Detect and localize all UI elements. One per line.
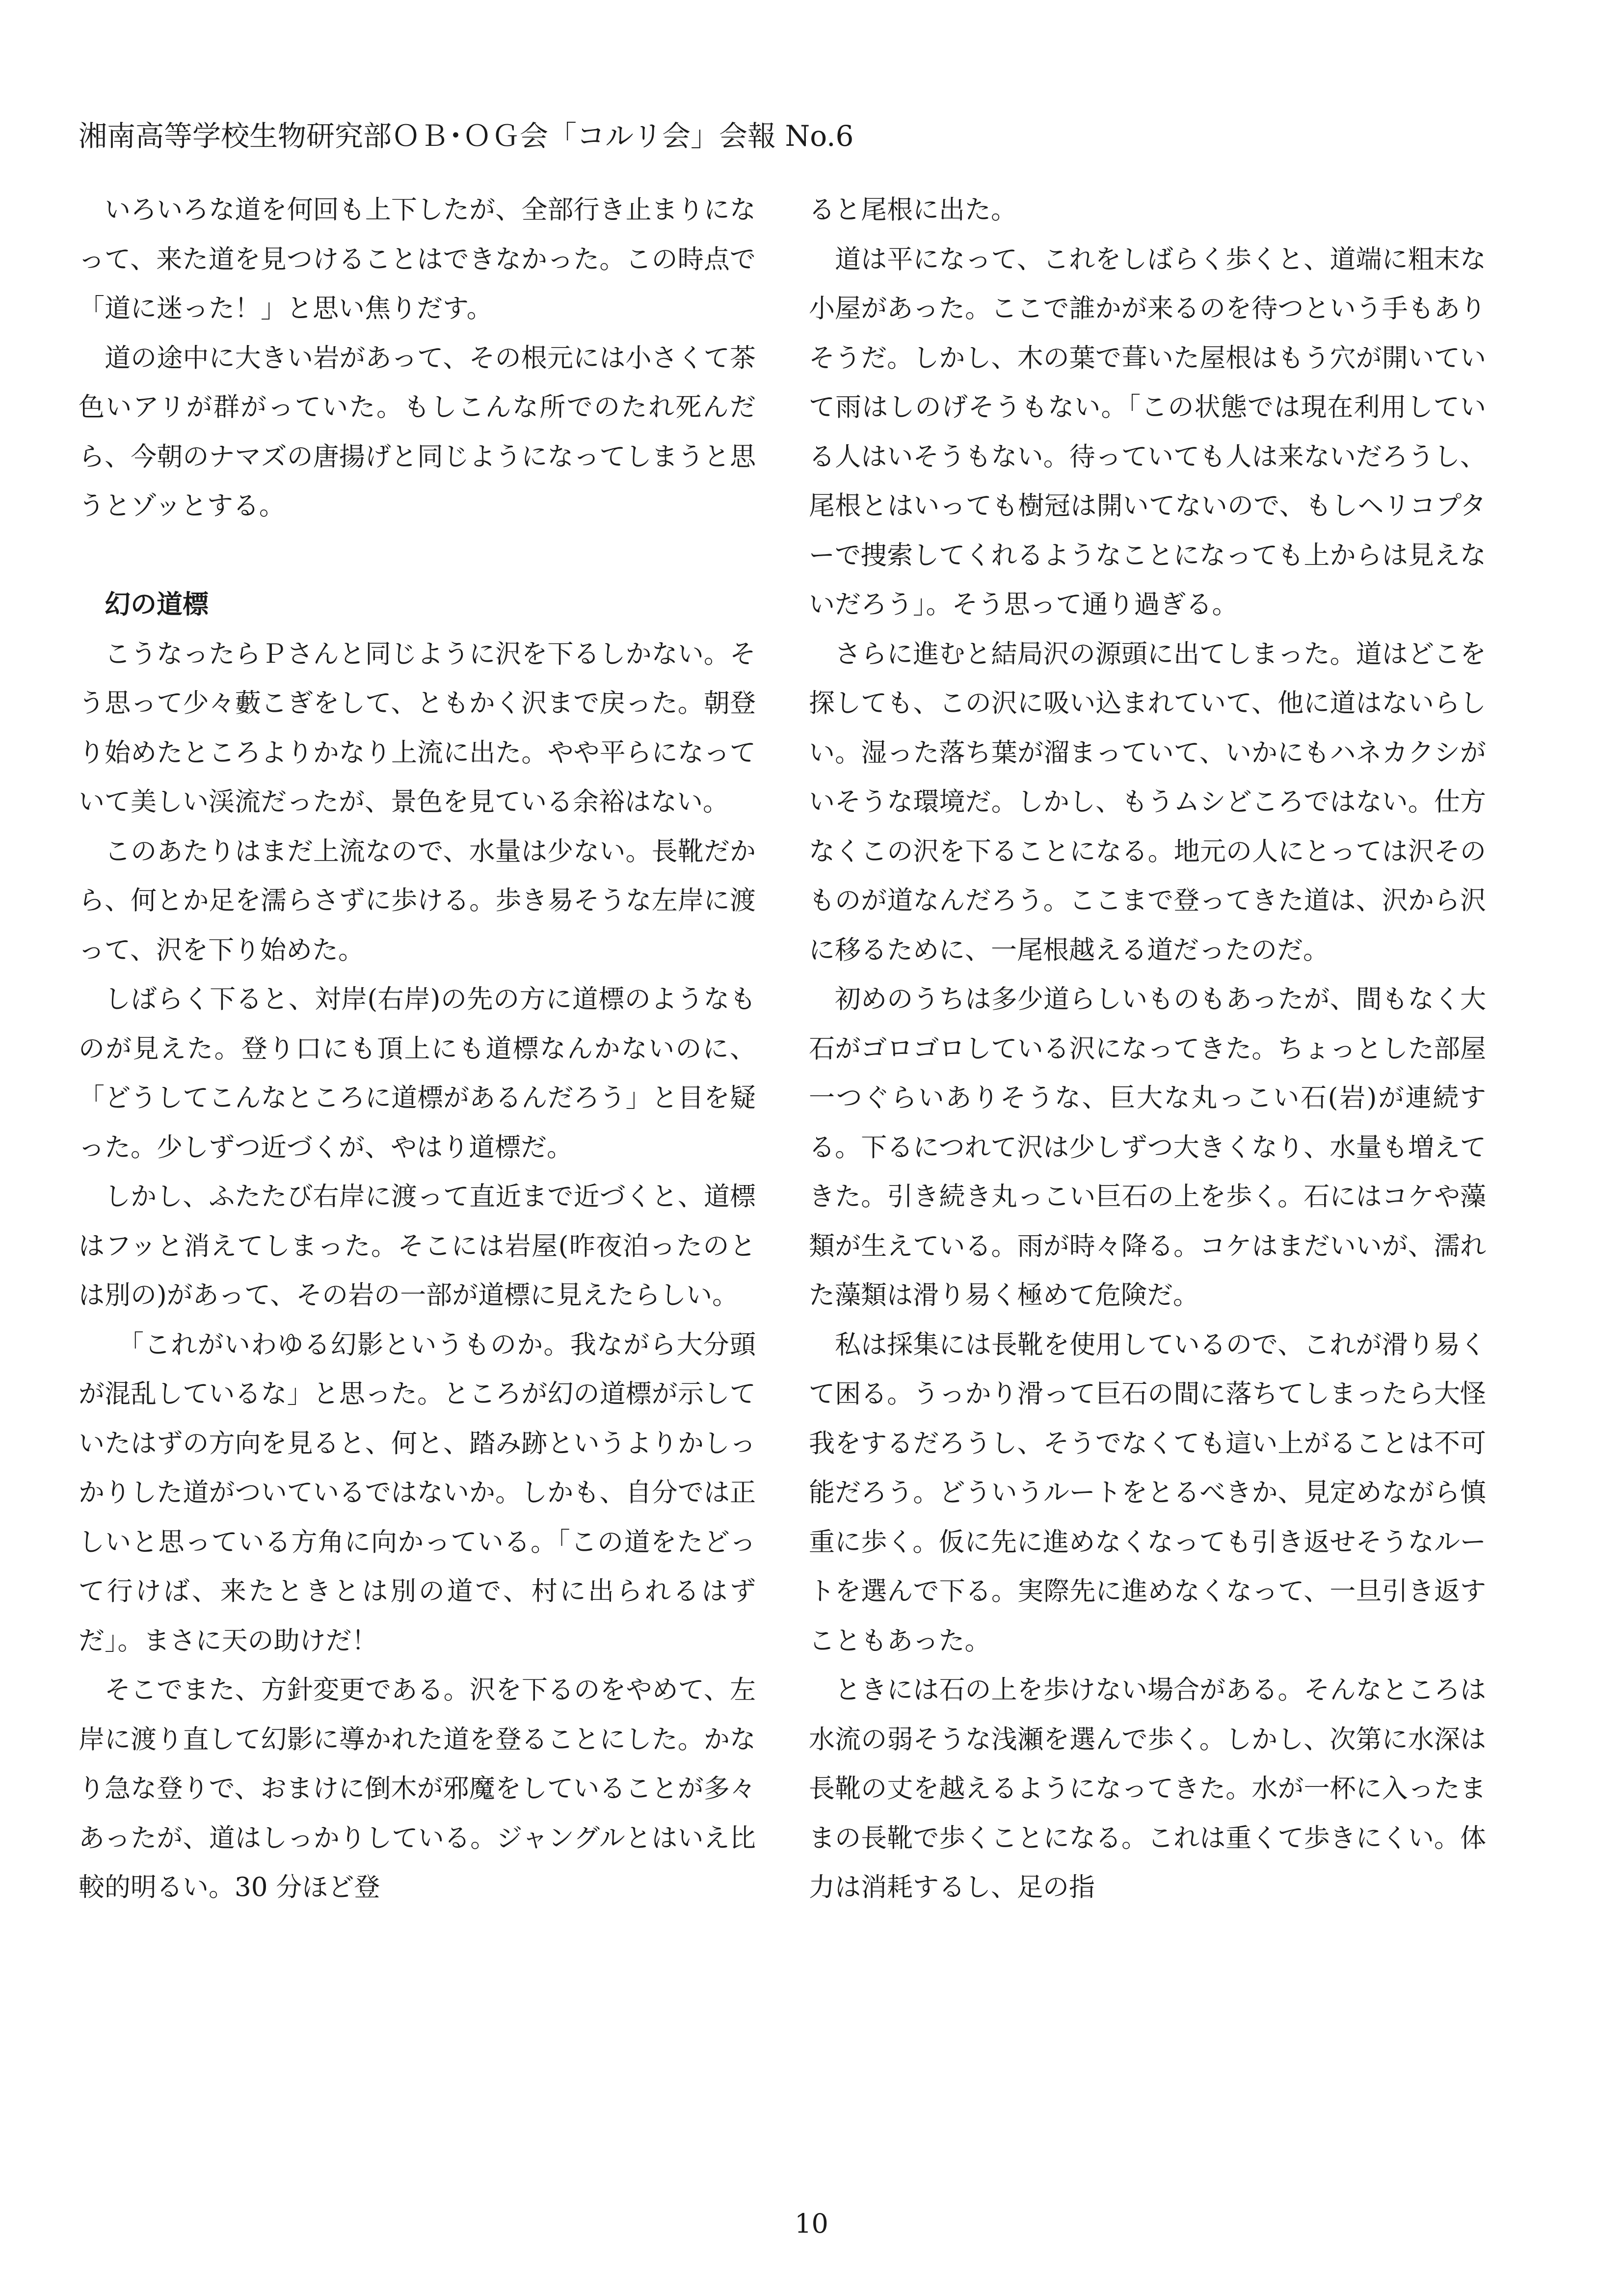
paragraph: こうなったらＰさんと同じように沢を下るしかない。そう思って少々藪こぎをして、ともかく沢まで戻った。朝登り始めたところよりかなり上流に出た。やや平らになっていて美しい渓流だったが、景色を見ている余裕はない。 <box>79 639 756 817</box>
paragraph: ると尾根に出た。 <box>809 195 1017 225</box>
paragraph: 初めのうちは多少道らしいものもあったが、間もなく大石がゴロゴロしている沢になってきた。ちょっとした部屋一つぐらいありそうな、巨大な丸っこい石(岩)が連続する。下るにつれて沢は少しずつ大きくなり、水量も増えてきた。引き続き丸っこい巨石の上を歩く。石にはコケや藻類が生えている。雨が時々降る。コケはまだいいが、濡れた藻類は滑り易く極めて危険だ。 <box>809 984 1486 1310</box>
section-heading: 幻の道標 <box>105 590 209 620</box>
page-number: 10 <box>795 2208 828 2239</box>
paragraph: このあたりはまだ上流なので、水量は少ない。長靴だから、何とか足を濡らさずに歩ける。歩き易そうな左岸に渡って、沢を下り始めた。 <box>79 836 756 965</box>
paragraph: 道は平になって、これをしばらく歩くと、道端に粗末な小屋があった。ここで誰かが来るのを待つという手もありそうだ。しかし、木の葉で葺いた屋根はもう穴が開いていて雨はしのげそうもない。「この状態では現在利用している人はいそうもない。待っていても人は来ないだろうし、尾根とはいっても樹冠は開いてないので、もしヘリコプターで捜索してくれるようなことになっても上からは見えないだろう」。そう思って通り過ぎる。 <box>809 244 1486 620</box>
paragraph: 道の途中に大きい岩があって、その根元には小さくて茶色いアリが群がっていた。もしこんな所でのたれ死んだら、今朝のナマズの唐揚げと同じようになってしまうと思うとゾッとする。 <box>79 343 756 521</box>
paragraph: しかし、ふたたび右岸に渡って直近まで近づくと、道標はフッと消えてしまった。そこには岩屋(昨夜泊ったのとは別の)があって、その岩の一部が道標に見えたらしい。 <box>79 1182 756 1310</box>
blank-line <box>79 531 756 581</box>
left-column <box>79 186 756 1913</box>
paragraph: 私は採集には長靴を使用しているので、これが滑り易くて困る。うっかり滑って巨石の間に落ちてしまったら大怪我をするだろうし、そうでなくても這い上がることは不可能だろう。どういうルートをとるべきか、見定めながら慎重に歩く。仮に先に進めなくなっても引き返せそうなルートを選んで下る。実際先に進めなくなって、一旦引き返すこともあった。 <box>809 1329 1486 1656</box>
paragraph: ときには石の上を歩けない場合がある。そんなところは水流の弱そうな浅瀬を選んで歩く。しかし、次第に水深は長靴の丈を越えるようになってきた。水が一杯に入ったままの長靴で歩くことになる。これは重くて歩きにくい。体力は消耗するし、足の指 <box>809 1675 1486 1902</box>
paragraph: しばらく下ると、対岸(右岸)の先の方に道標のようなものが見えた。登り口にも頂上にも道標なんかないのに、「どうしてこんなところに道標があるんだろう」と目を疑った。少しずつ近づくが、やはり道標だ。 <box>79 984 756 1162</box>
right-column <box>809 186 1486 1913</box>
paragraph: いろいろな道を何回も上下したが、全部行き止まりになって、来た道を見つけることはできなかった。この時点で「道に迷った！」と思い焦りだす。 <box>79 195 756 324</box>
paragraph: さらに進むと結局沢の源頭に出てしまった。道はどこを探しても、この沢に吸い込まれていて、他に道はないらしい。湿った落ち葉が溜まっていて、いかにもハネカクシがいそうな環境だ。しかし、もうムシどころではない。仕方なくこの沢を下ることになる。地元の人にとっては沢そのものが道なんだろう。ここまで登ってきた道は、沢から沢に移るために、一尾根越える道だったのだ。 <box>809 639 1486 965</box>
paragraph: そこでまた、方針変更である。沢を下るのをやめて、左岸に渡り直して幻影に導かれた道を登ることにした。かなり急な登りで、おまけに倒木が邪魔をしていることが多々あったが、道はしっかりしている。ジャングルとはいえ比較的明るい。30 分ほど登 <box>79 1675 756 1902</box>
paragraph: 「これがいわゆる幻影というものか。我ながら大分頭が混乱しているな」と思った。ところが幻の道標が示していたはずの方向を見ると、何と、踏み跡というよりかしっかりした道がついているではないか。しかも、自分では正しいと思っている方角に向かっている。「この道をたどって行けば、来たときとは別の道で、村に出られるはずだ」。まさに天の助けだ！ <box>79 1329 756 1656</box>
newsletter-header: 湘南高等学校生物研究部ＯＢ･ＯＧ会「コルリ会」会報 No.6 <box>79 119 854 153</box>
